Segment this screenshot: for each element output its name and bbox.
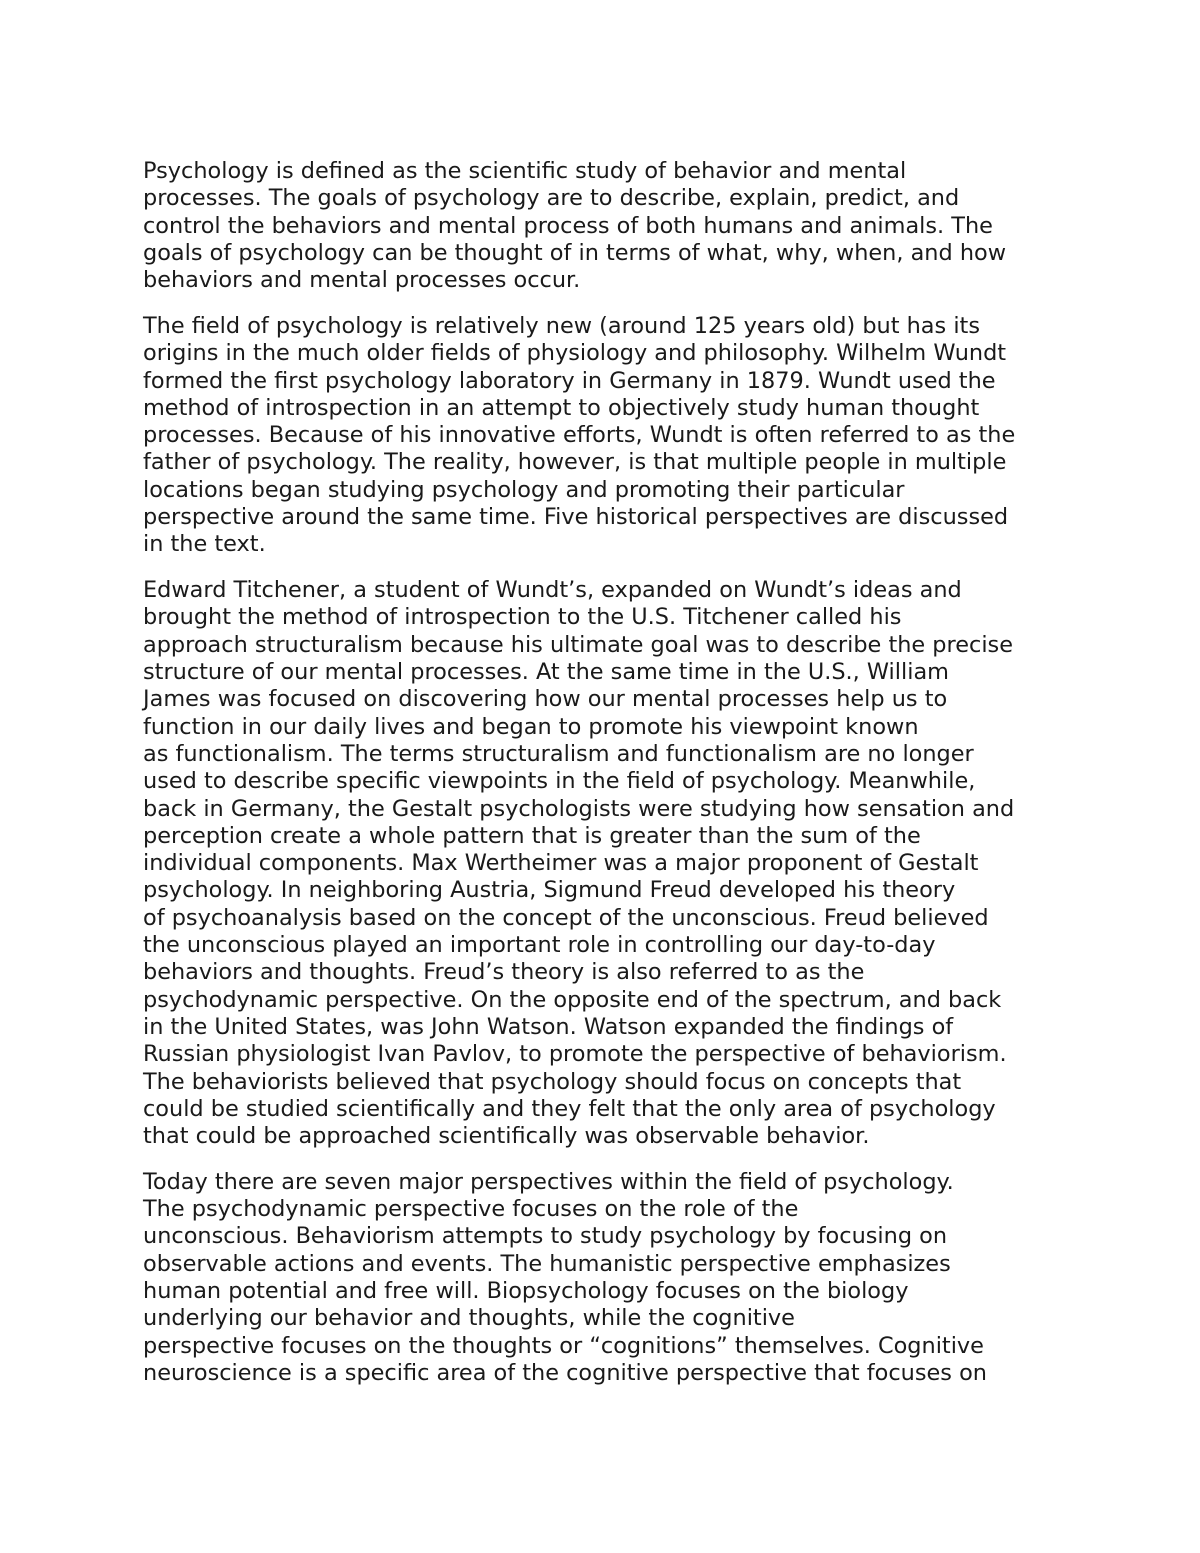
text-line: brought the method of introspection to the U.S. Titchener called his xyxy=(143,604,902,631)
text-line: of psychoanalysis based on the concept of the unconscious. Freud believed xyxy=(143,904,989,931)
text-line: the unconscious played an important role in controlling our day-to-day xyxy=(143,932,936,959)
text-line: The psychodynamic perspective focuses on the role of the xyxy=(143,1196,799,1223)
text-line: underlying our behavior and thoughts, while the cognitive xyxy=(143,1305,795,1332)
text-line: Psychology is defined as the scientific study of behavior and mental xyxy=(143,158,907,184)
paragraph-3 xyxy=(143,577,1083,1150)
text-line: used to describe specific viewpoints in the field of psychology. Meanwhile, xyxy=(143,768,976,795)
text-line: Today there are seven major perspectives within the field of psychology. xyxy=(143,1168,954,1195)
text-line: individual components. Max Wertheimer was a major proponent of Gestalt xyxy=(143,850,979,877)
text-line: perspective focuses on the thoughts or “cognitions” themselves. Cognitive xyxy=(143,1332,984,1359)
text-line: function in our daily lives and began to promote his viewpoint known xyxy=(143,713,919,740)
text-line: perspective around the same time. Five historical perspectives are discussed xyxy=(143,504,1009,531)
text-line: James was focused on discovering how our mental processes help us to xyxy=(143,686,948,713)
text-line: back in Germany, the Gestalt psychologists were studying how sensation and xyxy=(143,795,1015,822)
text-line: Russian physiologist Ivan Pavlov, to promote the perspective of behaviorism. xyxy=(143,1041,1007,1068)
text-line: behaviors and thoughts. Freud’s theory is also referred to as the xyxy=(143,959,865,986)
paragraph-1 xyxy=(143,158,1083,294)
text-line: psychology. In neighboring Austria, Sigmund Freud developed his theory xyxy=(143,877,956,904)
text-line: approach structuralism because his ultimate goal was to describe the precise xyxy=(143,631,1013,658)
text-line: The field of psychology is relatively new (around 125 years old) but has its xyxy=(143,312,980,339)
text-line: locations began studying psychology and promoting their particular xyxy=(143,476,905,503)
text-line: neuroscience is a specific area of the cognitive perspective that focuses on xyxy=(143,1359,987,1386)
text-line: structure of our mental processes. At the same time in the U.S., William xyxy=(143,659,949,686)
text-line: unconscious. Behaviorism attempts to study psychology by focusing on xyxy=(143,1223,948,1250)
text-line: observable actions and events. The humanistic perspective emphasizes xyxy=(143,1250,951,1277)
text-line: origins in the much older fields of physiology and philosophy. Wilhelm Wundt xyxy=(143,340,1007,367)
text-line: goals of psychology can be thought of in terms of what, why, when, and how xyxy=(143,239,1007,266)
text-line: human potential and free will. Biopsychology focuses on the biology xyxy=(143,1278,909,1305)
text-line: in the United States, was John Watson. Watson expanded the findings of xyxy=(143,1013,954,1040)
text-line: formed the first psychology laboratory in Germany in 1879. Wundt used the xyxy=(143,367,996,394)
text-line: The behaviorists believed that psychology should focus on concepts that xyxy=(143,1068,962,1095)
text-line: father of psychology. The reality, however, is that multiple people in multiple xyxy=(143,449,1007,476)
text-line: processes. Because of his innovative efforts, Wundt is often referred to as the xyxy=(143,422,1016,449)
text-line: could be studied scientifically and they felt that the only area of psychology xyxy=(143,1095,996,1122)
text-line: behaviors and mental processes occur. xyxy=(143,267,581,294)
text-line: in the text. xyxy=(143,531,266,558)
document-body xyxy=(143,158,1083,1406)
paragraph-2 xyxy=(143,313,1083,559)
paragraph-4 xyxy=(143,1169,1083,1387)
text-line: that could be approached scientifically was observable behavior. xyxy=(143,1123,870,1150)
text-line: psychodynamic perspective. On the opposite end of the spectrum, and back xyxy=(143,986,1002,1013)
text-line: as functionalism. The terms structuralism and functionalism are no longer xyxy=(143,740,974,767)
text-line: perception create a whole pattern that is greater than the sum of the xyxy=(143,822,921,849)
text-line: processes. The goals of psychology are to describe, explain, predict, and xyxy=(143,185,960,212)
text-line: control the behaviors and mental process of both humans and animals. The xyxy=(143,212,993,239)
text-line: Edward Titchener, a student of Wundt’s, expanded on Wundt’s ideas and xyxy=(143,577,962,604)
text-line: method of introspection in an attempt to objectively study human thought xyxy=(143,394,980,421)
